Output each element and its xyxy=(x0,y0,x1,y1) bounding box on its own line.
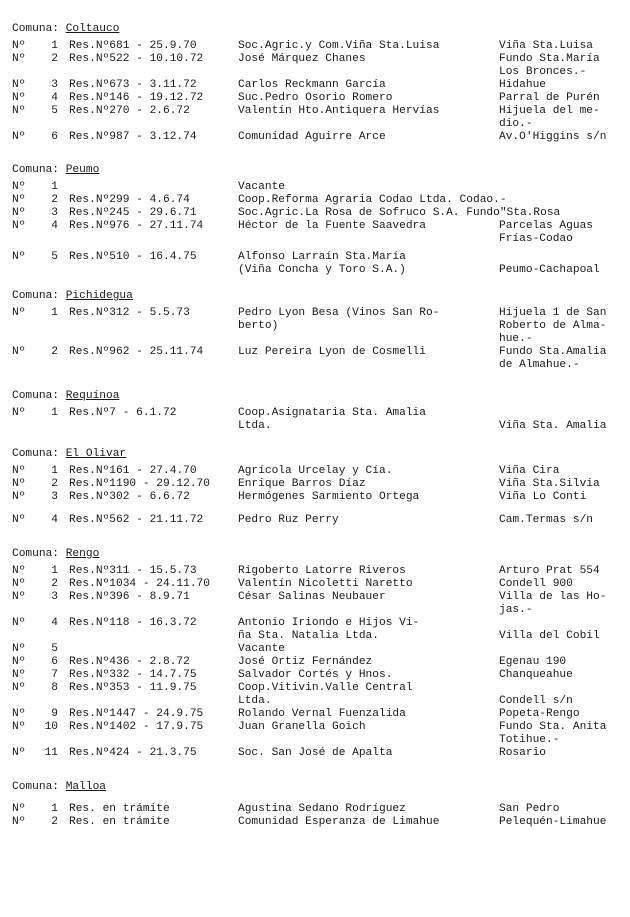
resolution: Res.Nº146 - 19.12.72 xyxy=(69,92,204,104)
table-row xyxy=(12,307,630,346)
section-el-olivar xyxy=(12,447,630,527)
no-label: Nº xyxy=(12,478,26,490)
location: Condell s/n xyxy=(499,695,573,707)
section-coltauco xyxy=(12,22,630,144)
owner-name: Hermógenes Sarmiento Ortega xyxy=(238,491,420,503)
owner-name: César Salinas Neubauer xyxy=(238,591,386,603)
no-label: Nº xyxy=(12,747,26,759)
resolution: Res.Nº1034 - 24.11.70 xyxy=(69,578,210,590)
no-label: Nº xyxy=(12,346,26,358)
table-row xyxy=(12,514,630,527)
entry-number: 1 xyxy=(51,565,58,577)
location: Av.O'Higgins s/n xyxy=(499,131,607,143)
entry-number: 4 xyxy=(51,220,58,232)
no-label: Nº xyxy=(12,591,26,603)
comuna-label: Comuna: xyxy=(12,448,59,460)
owner-name: Valentín Nicoletti Naretto xyxy=(238,578,413,590)
location: Viña Lo Conti xyxy=(499,491,587,503)
location: Hidahue xyxy=(499,79,546,91)
comuna-name: Peumo xyxy=(65,164,100,176)
table-row xyxy=(12,79,630,92)
comuna-name: Rengo xyxy=(65,548,100,560)
location: Popeta-Rengo xyxy=(499,708,580,720)
no-label: Nº xyxy=(12,407,26,419)
entry-number: 4 xyxy=(51,514,58,526)
table-row xyxy=(12,491,630,504)
location: Cam.Termas s/n xyxy=(499,514,593,526)
entry-number: 3 xyxy=(51,207,58,219)
entry-number: 2 xyxy=(51,578,58,590)
table-row xyxy=(12,656,630,669)
no-label: Nº xyxy=(12,578,26,590)
entry-number: 2 xyxy=(51,478,58,490)
table-row xyxy=(12,643,630,656)
comuna-name: Pichidegua xyxy=(65,290,133,302)
location: Viña Sta.Luisa xyxy=(499,40,593,52)
comuna-heading xyxy=(12,389,630,407)
owner-name: José Ortiz Fernández xyxy=(238,656,373,668)
entry-number: 4 xyxy=(51,617,58,629)
table-row xyxy=(12,803,630,816)
owner-name: ña Sta. Natalia Ltda. xyxy=(238,630,379,642)
owner-name: Juan Granella Goich xyxy=(238,721,366,733)
no-label: Nº xyxy=(12,181,26,193)
table-row xyxy=(12,346,630,372)
location: Egenau 190 xyxy=(499,656,567,668)
owner-name: Soc. San José de Apalta xyxy=(238,747,393,759)
location: jas.- xyxy=(499,604,533,616)
resolution: Res.Nº562 - 21.11.72 xyxy=(69,514,204,526)
resolution: Res.Nº245 - 29.6.71 xyxy=(69,207,197,219)
table-row xyxy=(12,220,630,246)
no-label: Nº xyxy=(12,514,26,526)
owner-name: José Márquez Chanes xyxy=(238,53,366,65)
table-row xyxy=(12,669,630,682)
entry-number: 11 xyxy=(44,747,58,759)
entry-number: 7 xyxy=(51,669,58,681)
owner-name: Vacante xyxy=(238,181,285,193)
comuna-label: Comuna: xyxy=(12,164,59,176)
location: Condell 900 xyxy=(499,578,573,590)
section-pichidegua xyxy=(12,289,630,372)
entry-number: 3 xyxy=(51,491,58,503)
resolution: Res.Nº270 - 2.6.72 xyxy=(69,105,190,117)
location: hue.- xyxy=(499,333,533,345)
resolution: Res.Nº681 - 25.9.70 xyxy=(69,40,197,52)
location: Parcelas Aguas xyxy=(499,220,593,232)
comuna-heading xyxy=(12,289,630,307)
resolution: Res.Nº161 - 27.4.70 xyxy=(69,465,197,477)
location: Fundo Sta. Anita xyxy=(499,721,607,733)
entry-number: 1 xyxy=(51,465,58,477)
owner-name: Suc.Pedro Osorio Romero xyxy=(238,92,393,104)
comuna-name: Requínoa xyxy=(65,390,120,402)
location: Villa del Cobil xyxy=(499,630,600,642)
location: Chanqueahue xyxy=(499,669,573,681)
owner-name: Coop.Asignataria Sta. Amalia xyxy=(238,407,426,419)
entry-number: 3 xyxy=(51,591,58,603)
table-row xyxy=(12,465,630,478)
no-label: Nº xyxy=(12,656,26,668)
section-rengo xyxy=(12,547,630,760)
owner-name: Vacante xyxy=(238,643,285,655)
owner-name: Agrícola Urcelay y Cía. xyxy=(238,465,393,477)
owner-name: Héctor de la Fuente Saavedra xyxy=(238,220,426,232)
no-label: Nº xyxy=(12,194,26,206)
table-row xyxy=(12,617,630,643)
comuna-label: Comuna: xyxy=(12,290,59,302)
no-label: Nº xyxy=(12,643,26,655)
owner-name: Soc.Agric.y Com.Viña Sta.Luisa xyxy=(238,40,440,52)
owner-name: Luz Pereira Lyon de Cosmelli xyxy=(238,346,426,358)
location: Hijuela del me- xyxy=(499,105,600,117)
entry-number: 2 xyxy=(51,53,58,65)
comuna-name: Coltauco xyxy=(65,23,120,35)
resolution: Res. en trámite xyxy=(69,803,170,815)
location: Viña Cira xyxy=(499,465,560,477)
resolution: Res.Nº987 - 3.12.74 xyxy=(69,131,197,143)
resolution: Res.Nº673 - 3.11.72 xyxy=(69,79,197,91)
entry-number: 1 xyxy=(51,803,58,815)
owner-name: berto) xyxy=(238,320,279,332)
resolution: Res.Nº424 - 21.3.75 xyxy=(69,747,197,759)
no-label: Nº xyxy=(12,105,26,117)
entry-number: 6 xyxy=(51,131,58,143)
entry-number: 5 xyxy=(51,105,58,117)
entry-number: 1 xyxy=(51,40,58,52)
location: San Pedro xyxy=(499,803,560,815)
owner-name: Comunidad Aguirre Arce xyxy=(238,131,386,143)
entry-number: 1 xyxy=(51,407,58,419)
resolution: Res.Nº510 - 16.4.75 xyxy=(69,251,197,263)
no-label: Nº xyxy=(12,220,26,232)
owner-name: Pedro Lyon Besa (Vinos San Ro- xyxy=(238,307,440,319)
no-label: Nº xyxy=(12,682,26,694)
owner-name: Antonio Iriondo e Hijos Vi- xyxy=(238,617,420,629)
location: Roberto de Alma- xyxy=(499,320,607,332)
table-row xyxy=(12,747,630,760)
entry-number: 4 xyxy=(51,92,58,104)
resolution: Res.Nº962 - 25.11.74 xyxy=(69,346,204,358)
resolution: Res. en trámite xyxy=(69,816,170,828)
table-row xyxy=(12,40,630,53)
comuna-heading xyxy=(12,547,630,565)
table-row xyxy=(12,708,630,721)
owner-name: Agustina Sedano Rodríguez xyxy=(238,803,406,815)
no-label: Nº xyxy=(12,669,26,681)
resolution: Res.Nº1402 - 17.9.75 xyxy=(69,721,204,733)
resolution: Res.Nº332 - 14.7.75 xyxy=(69,669,197,681)
entry-number: 3 xyxy=(51,79,58,91)
entry-number: 2 xyxy=(51,816,58,828)
comuna-name: Malloa xyxy=(65,781,107,793)
no-label: Nº xyxy=(12,721,26,733)
entry-number: 2 xyxy=(51,346,58,358)
table-row xyxy=(12,105,630,131)
no-label: Nº xyxy=(12,307,26,319)
resolution: Res.Nº7 - 6.1.72 xyxy=(69,407,177,419)
owner-name: Coop.Reforma Agraria Codao Ltda. Codao.- xyxy=(238,194,507,206)
comuna-heading xyxy=(12,447,630,465)
comuna-name: El Olivar xyxy=(65,448,127,460)
resolution: Res.Nº396 - 8.9.71 xyxy=(69,591,190,603)
resolution: Res.Nº522 - 10.10.72 xyxy=(69,53,204,65)
entry-number: 10 xyxy=(44,721,58,733)
no-label: Nº xyxy=(12,92,26,104)
entry-number: 8 xyxy=(51,682,58,694)
table-row xyxy=(12,251,630,277)
no-label: Nº xyxy=(12,565,26,577)
section-requinoa xyxy=(12,389,630,433)
no-label: Nº xyxy=(12,207,26,219)
location: Pelequén-Limahue xyxy=(499,816,607,828)
location: Villa de las Ho- xyxy=(499,591,607,603)
resolution: Res.Nº353 - 11.9.75 xyxy=(69,682,197,694)
table-row xyxy=(12,194,630,207)
owner-name: Carlos Reckmann García xyxy=(238,79,386,91)
owner-name: Ltda. xyxy=(238,420,272,432)
owner-name: Ltda. xyxy=(238,695,272,707)
entry-number: 9 xyxy=(51,708,58,720)
owner-name: Comunidad Esperanza de Limahue xyxy=(238,816,440,828)
location: Fundo Sta.Amalia xyxy=(499,346,607,358)
no-label: Nº xyxy=(12,491,26,503)
no-label: Nº xyxy=(12,40,26,52)
comuna-heading xyxy=(12,163,630,181)
comuna-label: Comuna: xyxy=(12,390,59,402)
section-malloa xyxy=(12,780,630,829)
owner-name: Rolando Vernal Fuenzalida xyxy=(238,708,406,720)
table-row xyxy=(12,478,630,491)
location: Los Bronces.- xyxy=(499,66,587,78)
table-row xyxy=(12,578,630,591)
resolution: Res.Nº311 - 15.5.73 xyxy=(69,565,197,577)
resolution: Res.Nº312 - 5.5.73 xyxy=(69,307,190,319)
table-row xyxy=(12,407,630,433)
entry-number: 2 xyxy=(51,194,58,206)
no-label: Nº xyxy=(12,79,26,91)
table-row xyxy=(12,591,630,617)
comuna-heading xyxy=(12,780,630,798)
location: Viña Sta.Silvia xyxy=(499,478,600,490)
no-label: Nº xyxy=(12,465,26,477)
no-label: Nº xyxy=(12,131,26,143)
table-row xyxy=(12,131,630,144)
location: Arturo Prat 554 xyxy=(499,565,600,577)
table-row xyxy=(12,565,630,578)
entry-number: 5 xyxy=(51,643,58,655)
entry-number: 1 xyxy=(51,307,58,319)
no-label: Nº xyxy=(12,53,26,65)
no-label: Nº xyxy=(12,617,26,629)
owner-name: (Viña Concha y Toro S.A.) xyxy=(238,264,406,276)
no-label: Nº xyxy=(12,816,26,828)
resolution: Res.Nº118 - 16.3.72 xyxy=(69,617,197,629)
resolution: Res.Nº1447 - 24.9.75 xyxy=(69,708,204,720)
table-row xyxy=(12,816,630,829)
resolution: Res.Nº299 - 4.6.74 xyxy=(69,194,190,206)
location: Peumo-Cachapoal xyxy=(499,264,600,276)
entry-number: 6 xyxy=(51,656,58,668)
no-label: Nº xyxy=(12,708,26,720)
table-row xyxy=(12,721,630,747)
table-row xyxy=(12,53,630,79)
owner-name: Salvador Cortés y Hnos. xyxy=(238,669,393,681)
no-label: Nº xyxy=(12,251,26,263)
owner-name: Rigoberto Latorre Riveros xyxy=(238,565,406,577)
resolution: Res.Nº976 - 27.11.74 xyxy=(69,220,204,232)
resolution: Res.Nº302 - 6.6.72 xyxy=(69,491,190,503)
entry-number: 5 xyxy=(51,251,58,263)
owner-name: Pedro Ruz Perry xyxy=(238,514,339,526)
resolution: Res.Nº436 - 2.8.72 xyxy=(69,656,190,668)
location: Frías-Codao xyxy=(499,233,573,245)
section-peumo xyxy=(12,163,630,277)
comuna-heading xyxy=(12,22,630,40)
comuna-label: Comuna: xyxy=(12,23,59,35)
location: de Almahue.- xyxy=(499,359,580,371)
location: Viña Sta. Amalia xyxy=(499,420,607,432)
owner-name: Alfonso Larraín Sta.María xyxy=(238,251,406,263)
owner-name: Soc.Agric.La Rosa de Sofruco S.A. Fundo"Sta.Rosa xyxy=(238,207,561,219)
location: Totihue.- xyxy=(499,734,560,746)
table-row xyxy=(12,207,630,220)
table-row xyxy=(12,181,630,194)
resolution: Res.Nº1190 - 29.12.70 xyxy=(69,478,210,490)
table-row xyxy=(12,682,630,708)
location: Fundo Sta.María xyxy=(499,53,600,65)
location: dio.- xyxy=(499,118,533,130)
owner-name: Valentín Hto.Antiquera Hervías xyxy=(238,105,440,117)
owner-name: Enrique Barros Díaz xyxy=(238,478,366,490)
location: Hijuela 1 de San xyxy=(499,307,607,319)
entry-number: 1 xyxy=(51,181,58,193)
no-label: Nº xyxy=(12,803,26,815)
comuna-label: Comuna: xyxy=(12,781,59,793)
table-row xyxy=(12,92,630,105)
location: Rosario xyxy=(499,747,546,759)
owner-name: Coop.Vitivin.Valle Central xyxy=(238,682,413,694)
location: Parral de Purén xyxy=(499,92,600,104)
comuna-label: Comuna: xyxy=(12,548,59,560)
